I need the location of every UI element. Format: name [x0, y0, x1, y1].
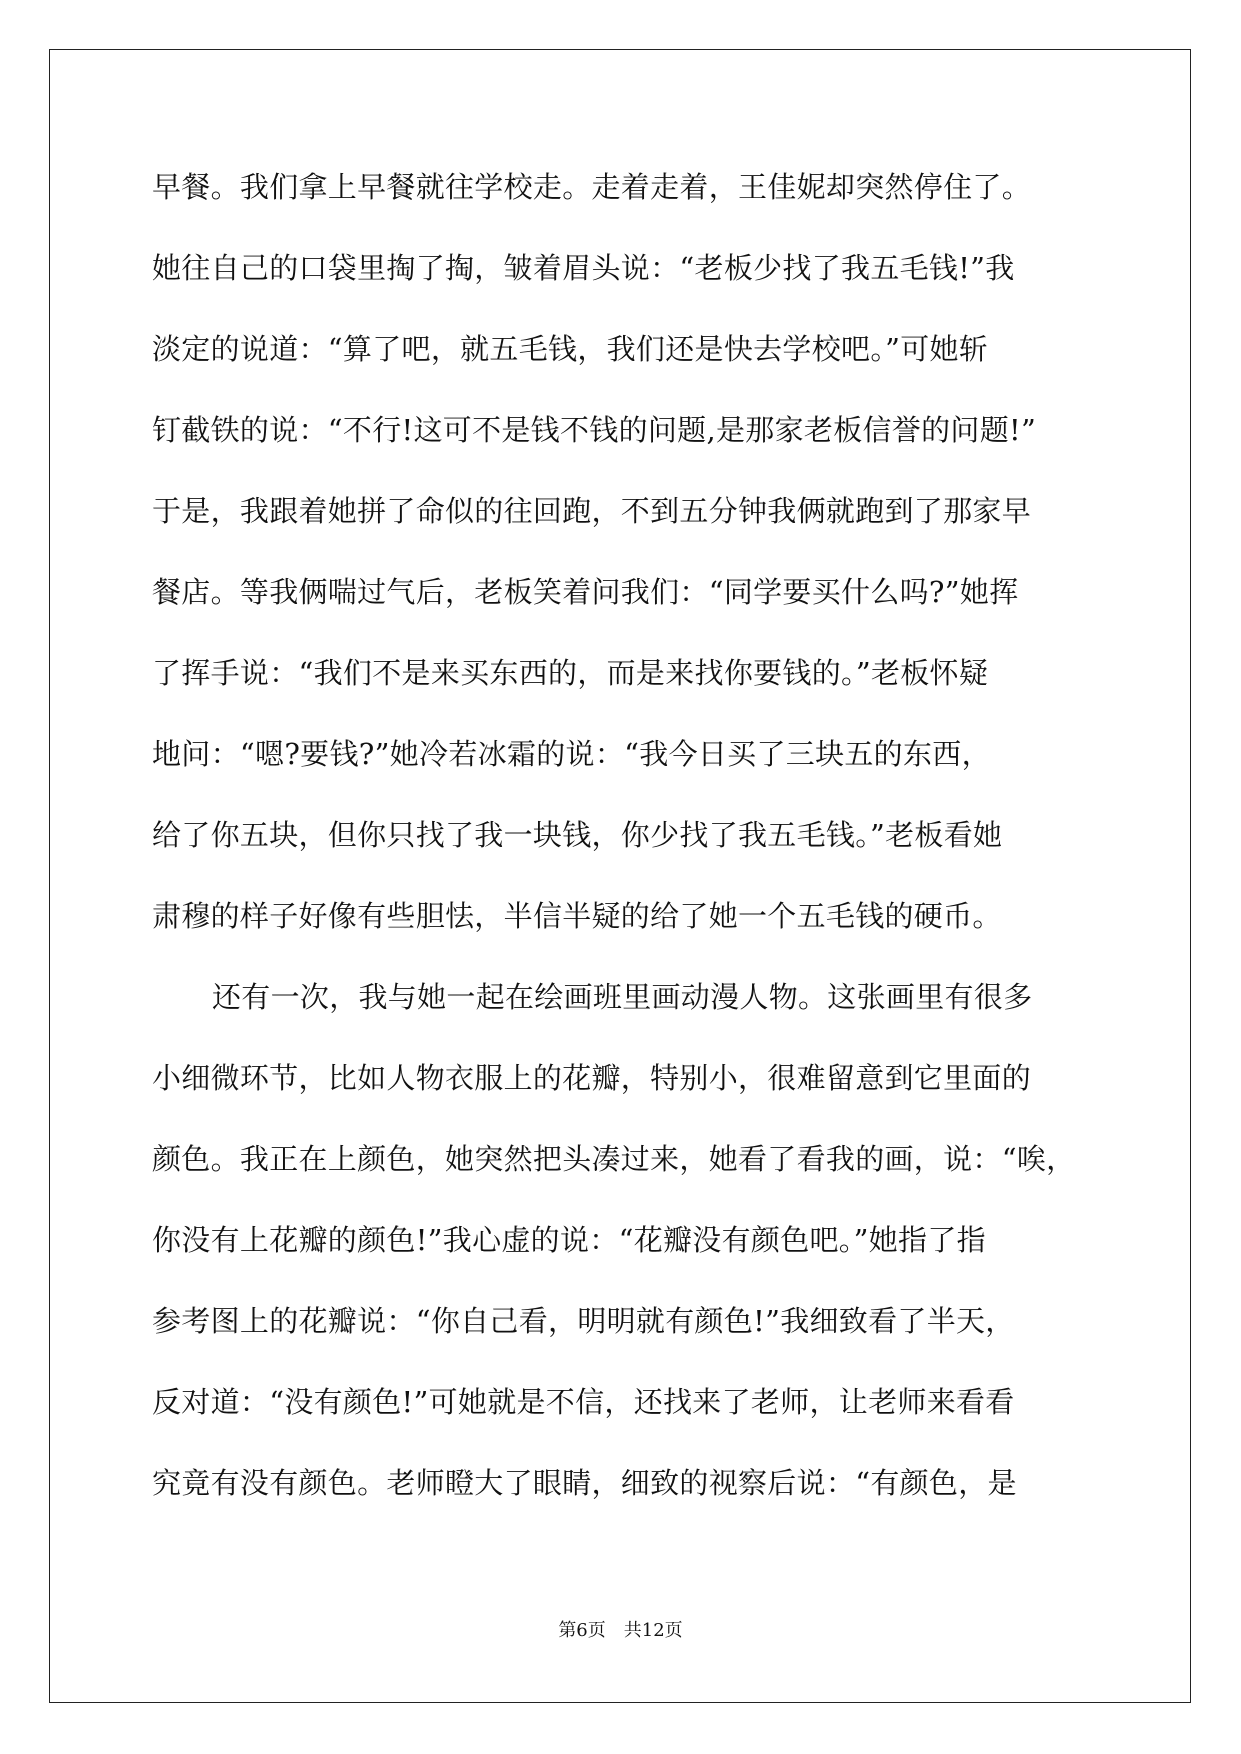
text-line: 了挥手说：“我们不是来买东西的，而是来找你要钱的。”老板怀疑	[152, 656, 989, 690]
page-border	[49, 49, 1191, 1703]
text-line: 颜色。我正在上颜色，她突然把头凑过来，她看了看我的画，说：“唉，	[152, 1142, 1076, 1176]
text-line: 参考图上的花瓣说：“你自己看，明明就有颜色!”我细致看了半天，	[152, 1304, 1015, 1338]
text-line: 给了你五块，但你只找了我一块钱，你少找了我五毛钱。”老板看她	[152, 818, 1003, 852]
text-line: 地问：“嗯?要钱?”她冷若冰霜的说：“我今日买了三块五的东西，	[152, 737, 991, 771]
text-line: 肃穆的样子好像有些胆怯，半信半疑的给了她一个五毛钱的硬币。	[152, 899, 1002, 933]
text-line: 于是，我跟着她拼了命似的往回跑，不到五分钟我俩就跑到了那家早	[152, 494, 1032, 528]
text-line: 餐店。等我俩喘过气后，老板笑着问我们：“同学要买什么吗?”她挥	[152, 575, 1019, 609]
text-line: 究竟有没有颜色。老师瞪大了眼睛，细致的视察后说：“有颜色，是	[152, 1466, 1017, 1500]
text-line: 早餐。我们拿上早餐就往学校走。走着走着，王佳妮却突然停住了。	[152, 170, 1032, 204]
text-line: 钉截铁的说：“不行!这可不是钱不钱的问题,是那家老板信誉的问题!”	[152, 413, 1037, 447]
text-line: 淡定的说道：“算了吧，就五毛钱，我们还是快去学校吧。”可她斩	[152, 332, 989, 366]
text-line: 她往自己的口袋里掏了掏，皱着眉头说：“老板少找了我五毛钱!”我	[152, 251, 1015, 285]
text-line: 你没有上花瓣的颜色!”我心虚的说：“花瓣没有颜色吧。”她指了指	[152, 1223, 986, 1257]
paragraph-start-line: 还有一次，我与她一起在绘画班里画动漫人物。这张画里有很多	[212, 980, 1033, 1014]
text-line: 小细微环节，比如人物衣服上的花瓣，特别小，很难留意到它里面的	[152, 1061, 1032, 1095]
text-line: 反对道：“没有颜色!”可她就是不信，还找来了老师，让老师来看看	[152, 1385, 1015, 1419]
page-number-footer: 第6页 共12页	[558, 1620, 683, 1641]
